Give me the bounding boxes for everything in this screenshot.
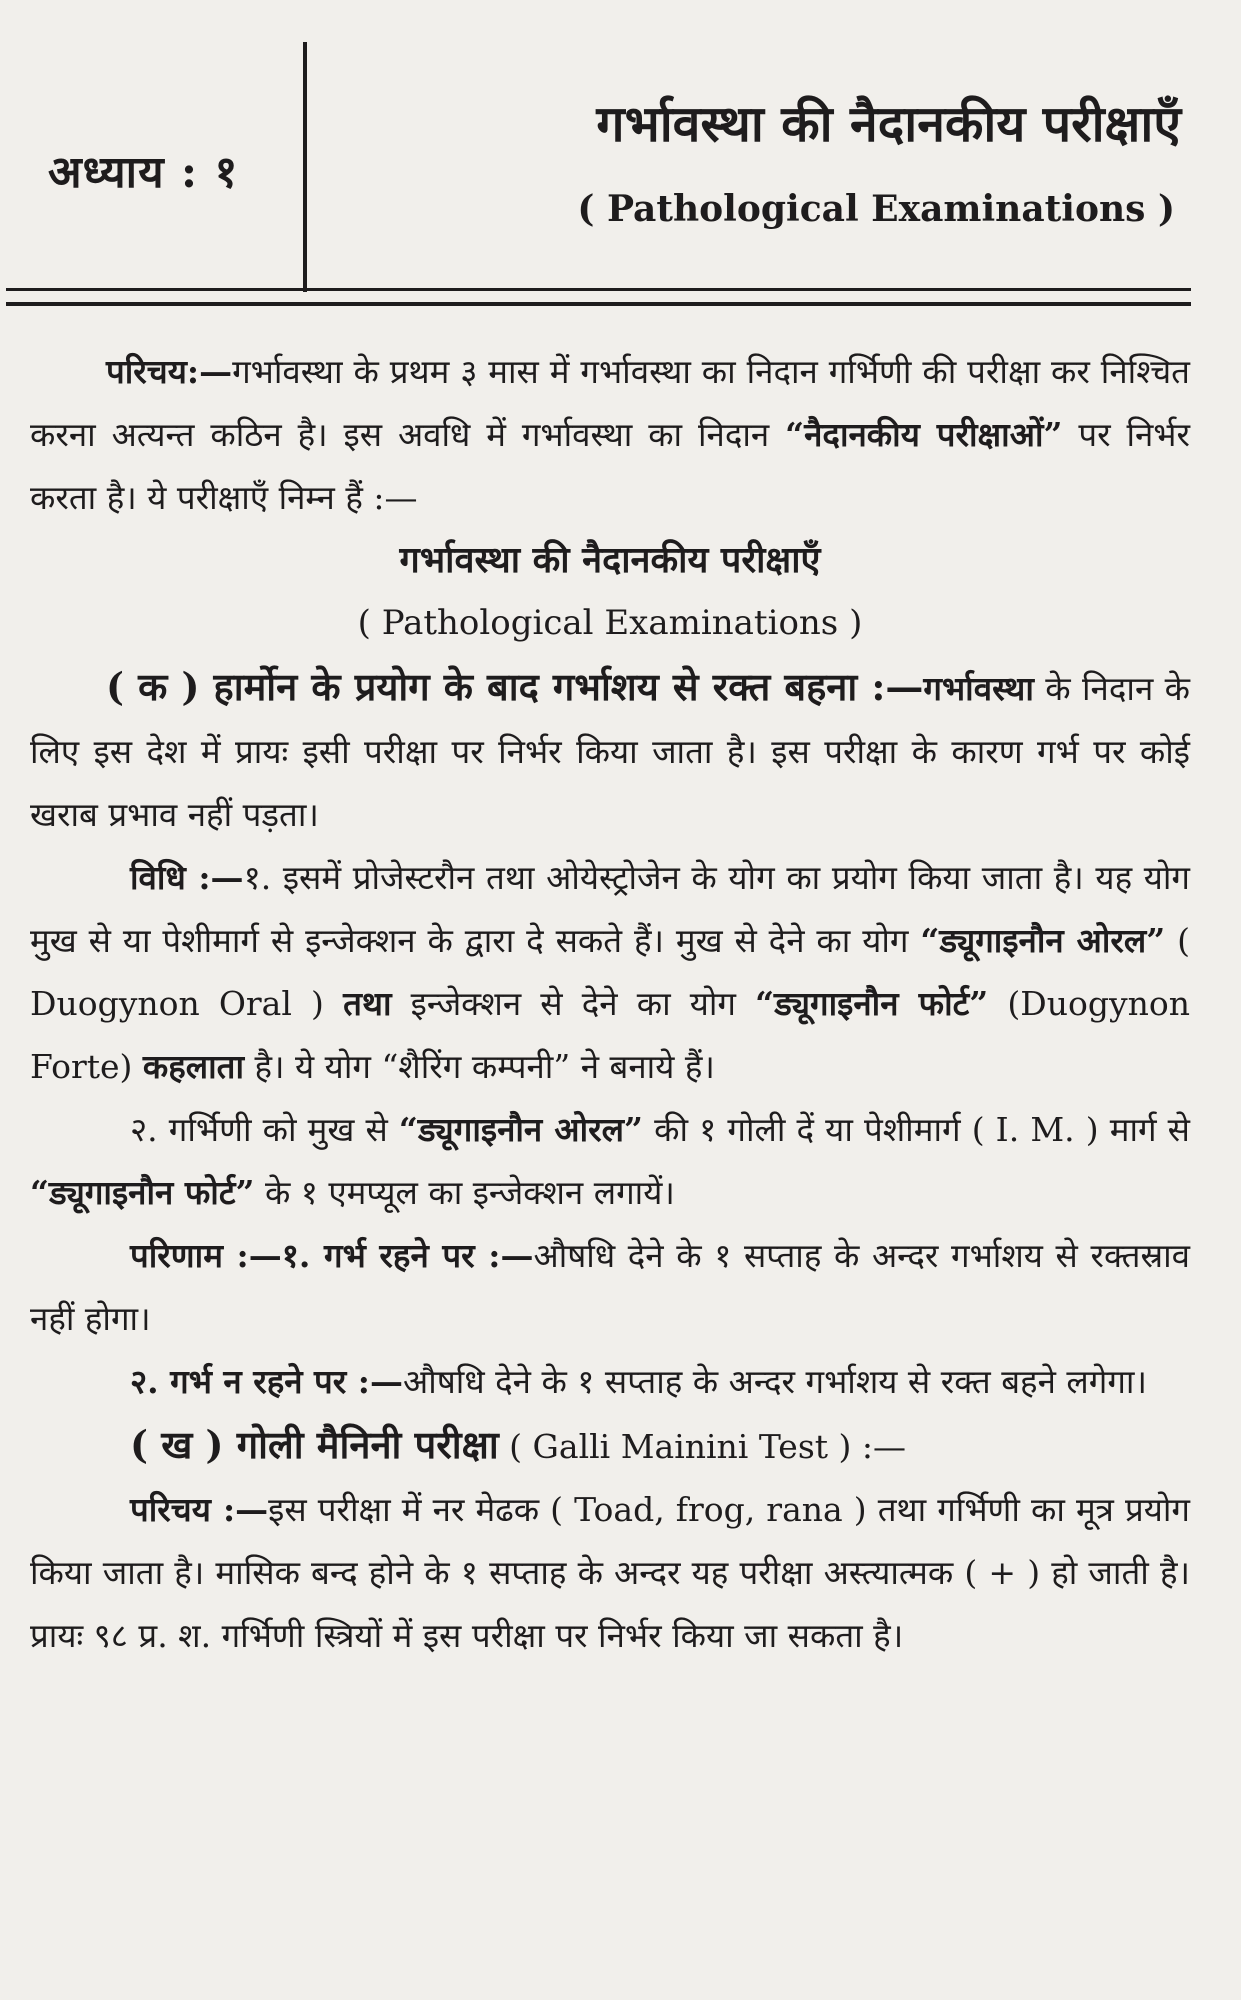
page-body: [30, 340, 1190, 1667]
vidhi2-paragraph: [30, 1098, 1190, 1224]
vidhi2-forte-hindi: “ड्यूगाइनौन फोर्ट”: [30, 1173, 255, 1212]
intro-paragraph: [30, 340, 1190, 529]
intro-label: परिचय:—: [106, 352, 233, 391]
vidhi2-oral-hindi: “ड्यूगाइनौन ओरल”: [398, 1110, 643, 1149]
ka-text: के निदान के लिए इस देश में प्रायः इसी परीक्षा पर निर्भर किया जाता है। इस परीक्षा के कारण गर्भ पर कोई खराब प्रभाव नहीं पड़ता।: [30, 669, 1191, 834]
vidhi-label: विधि :—: [130, 858, 244, 897]
vidhi-kahlata: कहलाता: [142, 1047, 245, 1086]
kha-intro-paragraph: [30, 1478, 1190, 1667]
vidhi-oral-english: ( Duogynon Oral ): [30, 921, 1190, 1023]
kha-intro-text: इस परीक्षा में नर मेढक ( Toad, frog, rana ) तथा गर्भिणी का मूत्र प्रयोग किया जाता है। मासिक बन्द होने के १ सप्ताह के अन्दर यह परीक्षा अस्त्यात्मक ( + ) हो जाती है। प्रायः ९८ प्र. श. गर्भिणी स्त्रियों में इस परीक्षा पर निर्भर किया जा सकता है।: [30, 1490, 1191, 1655]
kha-heading-paragraph: [30, 1413, 1190, 1478]
vidhi2-text-b: की १ गोली दें या पेशीमार्ग ( I. M. ) मार्ग से: [642, 1110, 1190, 1149]
vidhi-text-2: इन्जेक्शन से देने का योग: [391, 984, 756, 1023]
intro-text-b: पर निर्भर करता है। ये परीक्षाएँ निम्न हैं :—: [30, 415, 1191, 517]
vidhi-oral-hindi: “ड्यूगाइनौन ओरल”: [920, 921, 1166, 960]
section-title-english: ( Pathological Examinations ): [357, 603, 863, 643]
result-text2: औषधि देने के १ सप्ताह के अन्दर गर्भाशय से रक्त बहने लगेगा।: [402, 1362, 1147, 1401]
header-divider: [303, 42, 307, 292]
chapter-number: अध्याय : १: [48, 147, 239, 198]
result-label: परिणाम :—: [130, 1236, 282, 1275]
header-rule-thick: [6, 302, 1191, 306]
intro-text-a: गर्भावस्था के प्रथम ३ मास में गर्भावस्था का निदान गर्भिणी की परीक्षा कर निश्चित करना अत्यन्त कठिन है। इस अवधि में गर्भावस्था का निदान: [30, 352, 1190, 454]
ka-heading-tail: गर्भावस्था: [923, 669, 1034, 708]
vidhi-forte-hindi: “ड्यूगाइनौन फोर्ट”: [755, 984, 989, 1023]
vidhi2-text-a: २. गर्भिणी को मुख से: [130, 1110, 399, 1149]
result-text1: औषधि देने के १ सप्ताह के अन्दर गर्भाशय से रक्तस्राव नहीं होगा।: [30, 1236, 1190, 1338]
chapter-title-english: ( Pathological Examinations ): [577, 188, 1175, 230]
result-paragraph-1: [30, 1224, 1190, 1350]
result-sub1: १. गर्भ रहने पर :—: [281, 1236, 534, 1275]
chapter-title-hindi: गर्भावस्था की नैदानकीय परीक्षाएँ: [596, 94, 1181, 153]
vidhi2-text-c: के १ एमप्यूल का इन्जेक्शन लगायें।: [254, 1173, 675, 1212]
header-rule-thin: [6, 288, 1191, 291]
section-title-hindi: गर्भावस्था की नैदानकीय परीक्षाएँ: [399, 539, 821, 581]
ka-heading: ( क ) हार्मोन के प्रयोग के बाद गर्भाशय से रक्त बहना :—: [106, 664, 924, 709]
page-header: [0, 0, 1241, 300]
vidhi-text-1: १. इसमें प्रोजेस्टरौन तथा ओयेस्ट्रोजेन के योग का प्रयोग किया जाता है। यह योग मुख से या पेशीमार्ग से इन्जेक्शन के द्वारा दे सकते हैं। मुख से देने का योग: [30, 858, 1190, 960]
vidhi-forte-english: (Duogynon Forte): [30, 984, 1190, 1086]
vidhi-paragraph: [30, 846, 1190, 1098]
kha-heading: ( ख ) गोली मैनिनी परीक्षा: [130, 1422, 499, 1467]
vidhi-text-3: है। ये योग “शैरिंग कम्पनी” ने बनाये हैं।: [244, 1047, 715, 1086]
intro-bold-quote: “नैदानकीय परीक्षाओं”: [785, 415, 1063, 454]
kha-heading-english: ( Galli Mainini Test ) :—: [498, 1427, 906, 1466]
result-paragraph-2: [30, 1350, 1190, 1413]
kha-intro-label: परिचय :—: [130, 1490, 269, 1529]
ka-paragraph: [30, 655, 1190, 846]
vidhi-tatha: तथा: [343, 984, 392, 1023]
result-sub2: २. गर्भ न रहने पर :—: [130, 1362, 403, 1401]
